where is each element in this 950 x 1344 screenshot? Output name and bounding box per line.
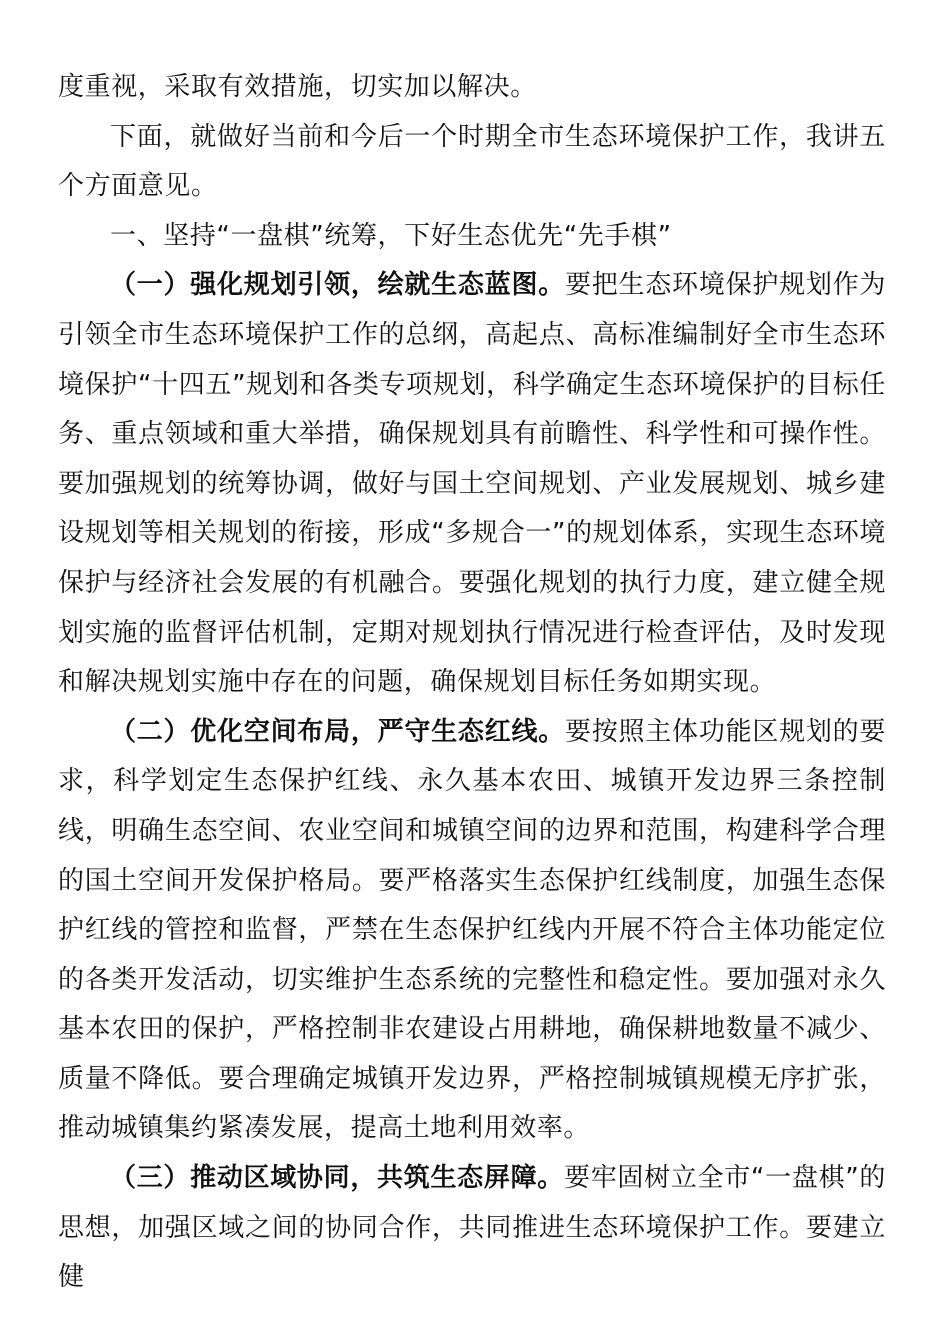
subsection-3 (58, 1154, 886, 1303)
subsection-2 (58, 708, 886, 1154)
subsection-3-body: 要牢固树立全市“一盘棋”的思想，加强区域之间的协同合作，共同推进生态环境保护工作。要建立健 (58, 1163, 887, 1293)
subsection-1 (58, 261, 886, 707)
subsection-2-title: （二）优化空间布局，严守生态红线。 (110, 716, 565, 747)
document-body (58, 63, 886, 1303)
intro-paragraph: 下面，就做好当前和今后一个时期全市生态环境保护工作，我讲五个方面意见。 (58, 121, 886, 202)
subsection-1-title: （一）强化规划引领，绘就生态蓝图。 (110, 270, 565, 301)
continued-paragraph: 度重视，采取有效措施，切实加以解决。 (58, 72, 537, 102)
subsection-2-body: 要按照主体功能区规划的要求，科学划定生态保护红线、永久基本农田、城镇开发边界三条控制线，明确生态空间、农业空间和城镇空间的边界和范围，构建科学合理的国土空间开发保护格局。要严格落实生态保护红线制度，加强生态保护红线的管控和监督，严禁在生态保护红线内开展不符合主体功能定位的各类开发活动，切实维护生态系统的完整性和稳定性。要加强对永久基本农田的保护，严格控制非农建设占用耕地，确保耕地数量不减少、质量不降低。要合理确定城镇开发边界，严格控制城镇规模无序扩张，推动城镇集约紧凑发展，提高土地利用效率。 (58, 716, 887, 1144)
subsection-3-title: （三）推动区域协同，共筑生态屏障。 (110, 1163, 564, 1194)
subsection-1-body: 要把生态环境保护规划作为引领全市生态环境保护工作的总纲，高起点、高标准编制好全市生态环境保护“十四五”规划和各类专项规划，科学确定生态环境保护的目标任务、重点领域和重大举措，确保规划具有前瞻性、科学性和可操作性。要加强规划的统筹协调，做好与国土空间规划、产业发展规划、城乡建设规划等相关规划的衔接，形成“多规合一”的规划体系，实现生态环境保护与经济社会发展的有机融合。要强化规划的执行力度，建立健全规划实施的监督评估机制，定期对规划执行情况进行检查评估，及时发现和解决规划实施中存在的问题，确保规划目标任务如期实现。 (58, 270, 887, 698)
section-heading-1: 一、坚持“一盘棋”统筹，下好生态优先“先手棋” (110, 220, 672, 251)
